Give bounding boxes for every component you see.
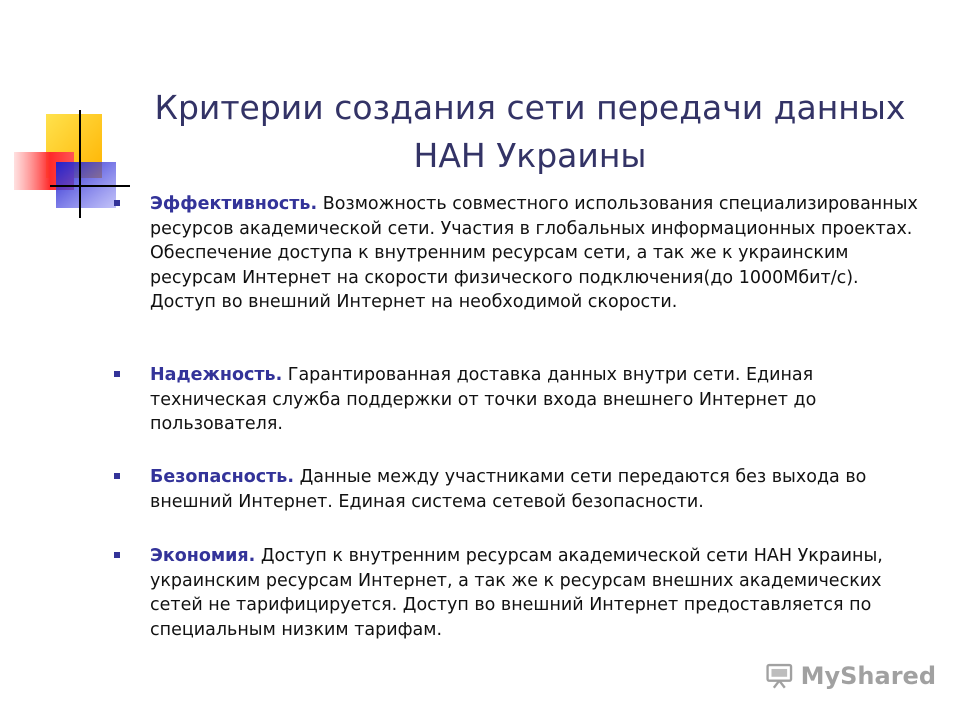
square-bullet-icon [114,200,120,206]
criteria-description: Гарантированная доставка данных внутри сети. Единая техническая служба поддержки от точки входа внешнего Интернет до пользователя. [150,365,817,434]
criteria-item-text [150,465,930,514]
criteria-term: Безопасность. [150,467,295,487]
criteria-description: Данные между участниками сети передаются без выхода во внешний Интернет. Единая система сетевой безопасности. [150,467,867,512]
criteria-description: Доступ к внутренним ресурсам академической сети НАН Украины, украинским ресурсам Интернет, а так же к ресурсам внешних академических сетей не тарифицируется. Доступ во внешний Интернет предоставляется по специальным низким тарифам. [150,546,883,640]
criteria-item-text [150,363,930,437]
slide-title-line-1: Критерии создания сети передачи данных [154,88,906,127]
presentation-board-icon [766,659,793,693]
watermark [766,656,936,696]
criteria-term: Надежность. [150,365,283,385]
criteria-item-text [150,544,930,642]
square-bullet-icon [114,371,120,377]
slide-title [110,84,950,180]
square-bullet-icon [114,473,120,479]
watermark-text: MyShared [800,662,936,690]
square-bullet-icon [114,552,120,558]
criteria-description: Возможность совместного использования специализированных ресурсов академической сети. Участия в глобальных информационных проектах. Обеспечение доступа к внутренним ресурсам сети, а так же к украинским ресурсам Интернет на скорости физического подключения(до 1000Мбит/с). Доступ во внешний Интернет на необходимой скорости. [150,194,918,312]
slide-title-line-2: НАН Украины [413,136,647,175]
criteria-term: Экономия. [150,546,256,566]
criteria-term: Эффективность. [150,194,318,214]
criteria-item-text [150,192,930,315]
